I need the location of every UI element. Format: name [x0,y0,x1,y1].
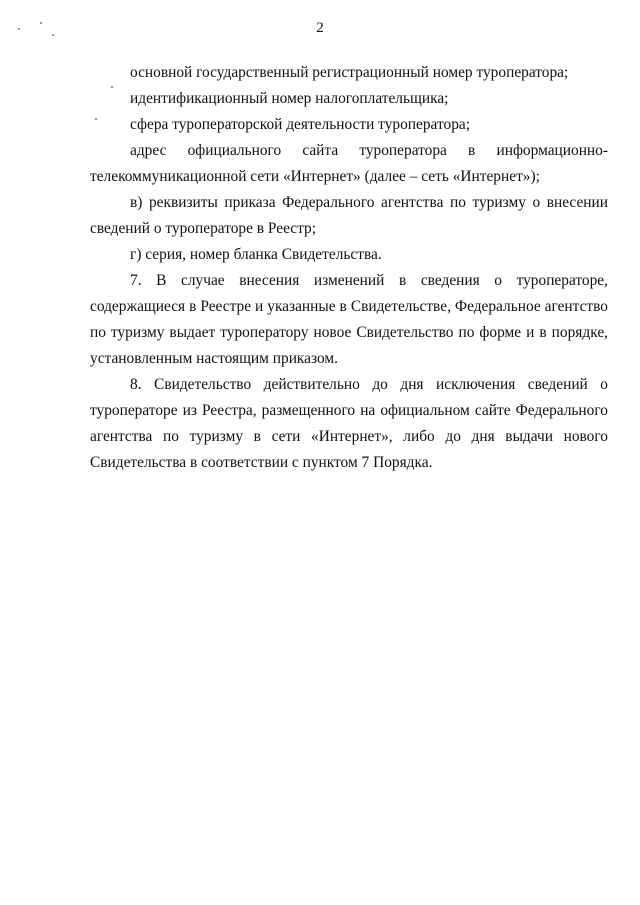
scan-speck [52,34,54,36]
paragraph-item-7: 7. В случае внесения изменений в сведения о туроператоре, содержащиеся в Реестре и указанные в Свидетельстве, Федеральное агентство по туризму выдает туроператору новое Свидетельство по форме и в порядке, установленным настоящим приказом. [90,272,608,367]
paragraph-blank-series: г) серия, номер бланка Свидетельства. [130,246,382,263]
paragraph-ogrn: основной государственный регистрационный номер туроператора; [130,64,569,81]
document-body [90,60,608,476]
page-number: 2 [316,20,324,36]
paragraph-order-details: в) реквизиты приказа Федерального агентства по туризму о внесении сведений о туроператоре в Реестр; [90,194,608,237]
paragraph-item-8: 8. Свидетельство действительно до дня исключения сведений о туроператоре из Реестра, размещенного на официальном сайте Федерального агентства по туризму в сети «Интернет», либо до дня выдачи нового Свидетельства в соответствии с пунктом 7 Порядка. [90,376,608,471]
paragraph-inn: идентификационный номер налогоплательщика; [130,90,449,107]
paragraph-website: адрес официального сайта туроператора в информационно-телекоммуникационной сети «Интернет» (далее – сеть «Интернет»); [90,142,608,185]
scan-speck [40,22,42,24]
scan-speck [18,28,20,30]
paragraph-sphere: сфера туроператорской деятельности туроператора; [130,116,470,133]
